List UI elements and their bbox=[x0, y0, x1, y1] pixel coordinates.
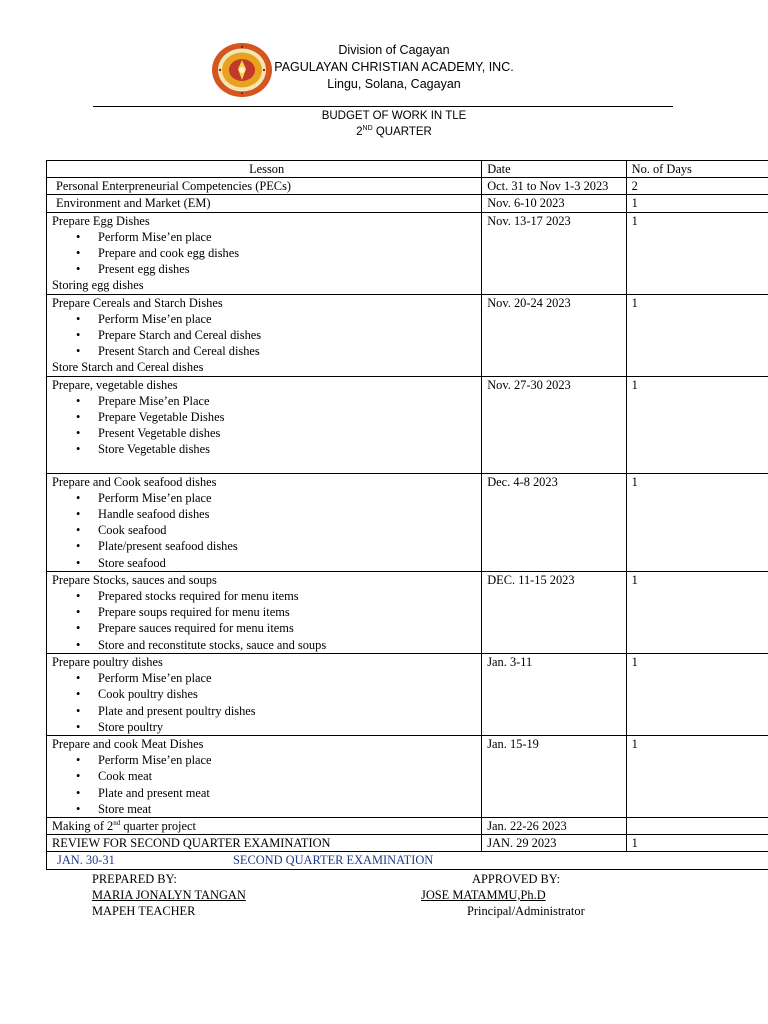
lesson-row bbox=[47, 653, 768, 735]
lesson-cell bbox=[47, 212, 482, 294]
lesson-cell bbox=[47, 195, 482, 212]
days-cell: 1 bbox=[626, 653, 768, 735]
division-name: Division of Cagayan bbox=[338, 43, 450, 57]
lesson-footer-note: Store Starch and Cereal dishes bbox=[52, 360, 204, 375]
subtopic-item: • Present Starch and Cereal dishes bbox=[98, 343, 481, 359]
subtopic-list bbox=[52, 670, 481, 735]
lesson-row bbox=[47, 571, 768, 653]
date-cell: Nov. 6-10 2023 bbox=[482, 195, 626, 212]
lesson-row bbox=[47, 376, 768, 473]
approved-by-label: APPROVED BY: bbox=[472, 872, 561, 886]
lesson-title: Prepare and cook Meat Dishes bbox=[52, 736, 204, 751]
lesson-cell bbox=[47, 653, 482, 735]
lesson-row bbox=[47, 294, 768, 376]
date-cell: Nov. 20-24 2023 bbox=[482, 294, 626, 376]
subtopic-item: • Plate and present meat bbox=[98, 785, 481, 801]
subtopic-item: • Handle seafood dishes bbox=[98, 506, 481, 522]
subtopic-item: • Cook seafood bbox=[98, 522, 481, 538]
prepared-by-title: MAPEH TEACHER bbox=[92, 904, 196, 918]
lesson-title: Environment and Market (EM) bbox=[56, 196, 211, 211]
approved-by-title: Principal/Administrator bbox=[467, 904, 585, 918]
subtopic-item: • Cook poultry dishes bbox=[98, 686, 481, 702]
lesson-cell bbox=[47, 178, 482, 195]
lesson-cell bbox=[47, 571, 482, 653]
budget-table bbox=[46, 160, 768, 870]
lesson-row bbox=[47, 212, 768, 294]
subtopic-item: • Store seafood bbox=[98, 555, 481, 571]
lesson-cell bbox=[47, 294, 482, 376]
approved-by-name: JOSE MATAMMU,Ph.D bbox=[421, 888, 546, 902]
project-label-post: quarter project bbox=[120, 818, 196, 833]
project-label-sup: nd bbox=[113, 818, 121, 827]
subtopic-item: • Cook meat bbox=[98, 768, 481, 784]
subtopic-item: • Present egg dishes bbox=[98, 261, 481, 277]
project-label-pre: Making of 2 bbox=[52, 818, 114, 833]
review-row bbox=[47, 835, 768, 852]
quarter-title: 2ND QUARTER bbox=[356, 125, 432, 138]
subtopic-list bbox=[52, 588, 481, 653]
lesson-cell: REVIEW FOR SECOND QUARTER EXAMINATION bbox=[47, 835, 482, 852]
prepared-by-name: MARIA JONALYN TANGAN bbox=[92, 888, 246, 902]
subtopic-item: • Perform Mise’en place bbox=[98, 229, 481, 245]
subtopic-item: • Prepared stocks required for menu items bbox=[98, 588, 481, 604]
date-cell: Oct. 31 to Nov 1-3 2023 bbox=[482, 178, 626, 195]
days-cell: 1 bbox=[626, 735, 768, 817]
lesson-cell bbox=[47, 735, 482, 817]
subtopic-item: • Plate and present poultry dishes bbox=[98, 703, 481, 719]
school-name: PAGULAYAN CHRISTIAN ACADEMY, INC. bbox=[274, 60, 514, 74]
subtopic-item: • Store meat bbox=[98, 801, 481, 817]
subtopic-item: • Perform Mise’en place bbox=[98, 752, 481, 768]
date-cell: Jan. 15-19 bbox=[482, 735, 626, 817]
lesson-cell bbox=[47, 473, 482, 571]
lesson-title: Prepare and Cook seafood dishes bbox=[52, 474, 217, 489]
date-cell: Dec. 4-8 2023 bbox=[482, 473, 626, 571]
subtopic-list bbox=[52, 311, 481, 360]
days-cell: 1 bbox=[626, 835, 768, 852]
subtopic-item: • Prepare sauces required for menu items bbox=[98, 620, 481, 636]
subtopic-item: • Perform Mise’en place bbox=[98, 311, 481, 327]
lesson-row bbox=[47, 178, 768, 195]
subtopic-item: • Prepare and cook egg dishes bbox=[98, 245, 481, 261]
subtopic-list bbox=[52, 490, 481, 571]
header-lesson: Lesson bbox=[47, 161, 482, 178]
subtopic-item: • Perform Mise’en place bbox=[98, 670, 481, 686]
prepared-by-label: PREPARED BY: bbox=[92, 872, 177, 886]
exam-row bbox=[47, 852, 768, 869]
days-cell: 1 bbox=[626, 473, 768, 571]
lesson-row bbox=[47, 735, 768, 817]
header-date: Date bbox=[482, 161, 626, 178]
subtopic-item: • Prepare Vegetable Dishes bbox=[98, 409, 481, 425]
date-cell: JAN. 29 2023 bbox=[482, 835, 626, 852]
subtopic-item: • Store and reconstitute stocks, sauce and soups bbox=[98, 637, 481, 653]
subtopic-list bbox=[52, 393, 481, 458]
lesson-footer-note: Storing egg dishes bbox=[52, 278, 144, 293]
days-cell: 1 bbox=[626, 195, 768, 212]
subtopic-item: • Perform Mise’en place bbox=[98, 490, 481, 506]
exam-label: SECOND QUARTER EXAMINATION bbox=[233, 853, 434, 868]
lesson-row bbox=[47, 473, 768, 571]
date-cell: Jan. 3-11 bbox=[482, 653, 626, 735]
days-cell: 1 bbox=[626, 212, 768, 294]
header-days: No. of Days bbox=[626, 161, 768, 178]
subtopic-item: • Store Vegetable dishes bbox=[98, 441, 481, 457]
table-header-row bbox=[47, 161, 768, 178]
subtopic-item: • Store poultry bbox=[98, 719, 481, 735]
date-cell: Nov. 13-17 2023 bbox=[482, 212, 626, 294]
exam-date: JAN. 30-31 bbox=[57, 853, 115, 868]
document-title: BUDGET OF WORK IN TLE bbox=[321, 110, 467, 122]
lesson-cell bbox=[47, 817, 482, 834]
subtopic-item: • Present Vegetable dishes bbox=[98, 425, 481, 441]
subtopic-list bbox=[52, 229, 481, 278]
subtopic-list bbox=[52, 752, 481, 817]
lesson-title: Prepare, vegetable dishes bbox=[52, 377, 178, 392]
subtopic-item: • Plate/present seafood dishes bbox=[98, 538, 481, 554]
lesson-row bbox=[47, 195, 768, 212]
subtopic-item: • Prepare soups required for menu items bbox=[98, 604, 481, 620]
lesson-title: Personal Enterpreneurial Competencies (PECs) bbox=[56, 179, 292, 194]
days-cell: 1 bbox=[626, 294, 768, 376]
days-cell: 2 bbox=[626, 178, 768, 195]
lesson-title: Prepare Stocks, sauces and soups bbox=[52, 572, 217, 587]
days-cell: 1 bbox=[626, 571, 768, 653]
spacer bbox=[52, 458, 481, 473]
lesson-title: Prepare Cereals and Starch Dishes bbox=[52, 295, 223, 310]
school-address: Lingu, Solana, Cagayan bbox=[327, 77, 461, 91]
date-cell: Nov. 27-30 2023 bbox=[482, 376, 626, 473]
days-cell bbox=[626, 817, 768, 834]
lesson-title: Prepare Egg Dishes bbox=[52, 213, 150, 228]
exam-cell bbox=[47, 852, 768, 869]
subtopic-item: • Prepare Starch and Cereal dishes bbox=[98, 327, 481, 343]
days-cell: 1 bbox=[626, 376, 768, 473]
date-cell: Jan. 22-26 2023 bbox=[482, 817, 626, 834]
lesson-cell bbox=[47, 376, 482, 473]
header-divider bbox=[93, 106, 673, 107]
project-row bbox=[47, 817, 768, 834]
lesson-title: Prepare poultry dishes bbox=[52, 654, 163, 669]
subtopic-item: • Prepare Mise’en Place bbox=[98, 393, 481, 409]
date-cell: DEC. 11-15 2023 bbox=[482, 571, 626, 653]
